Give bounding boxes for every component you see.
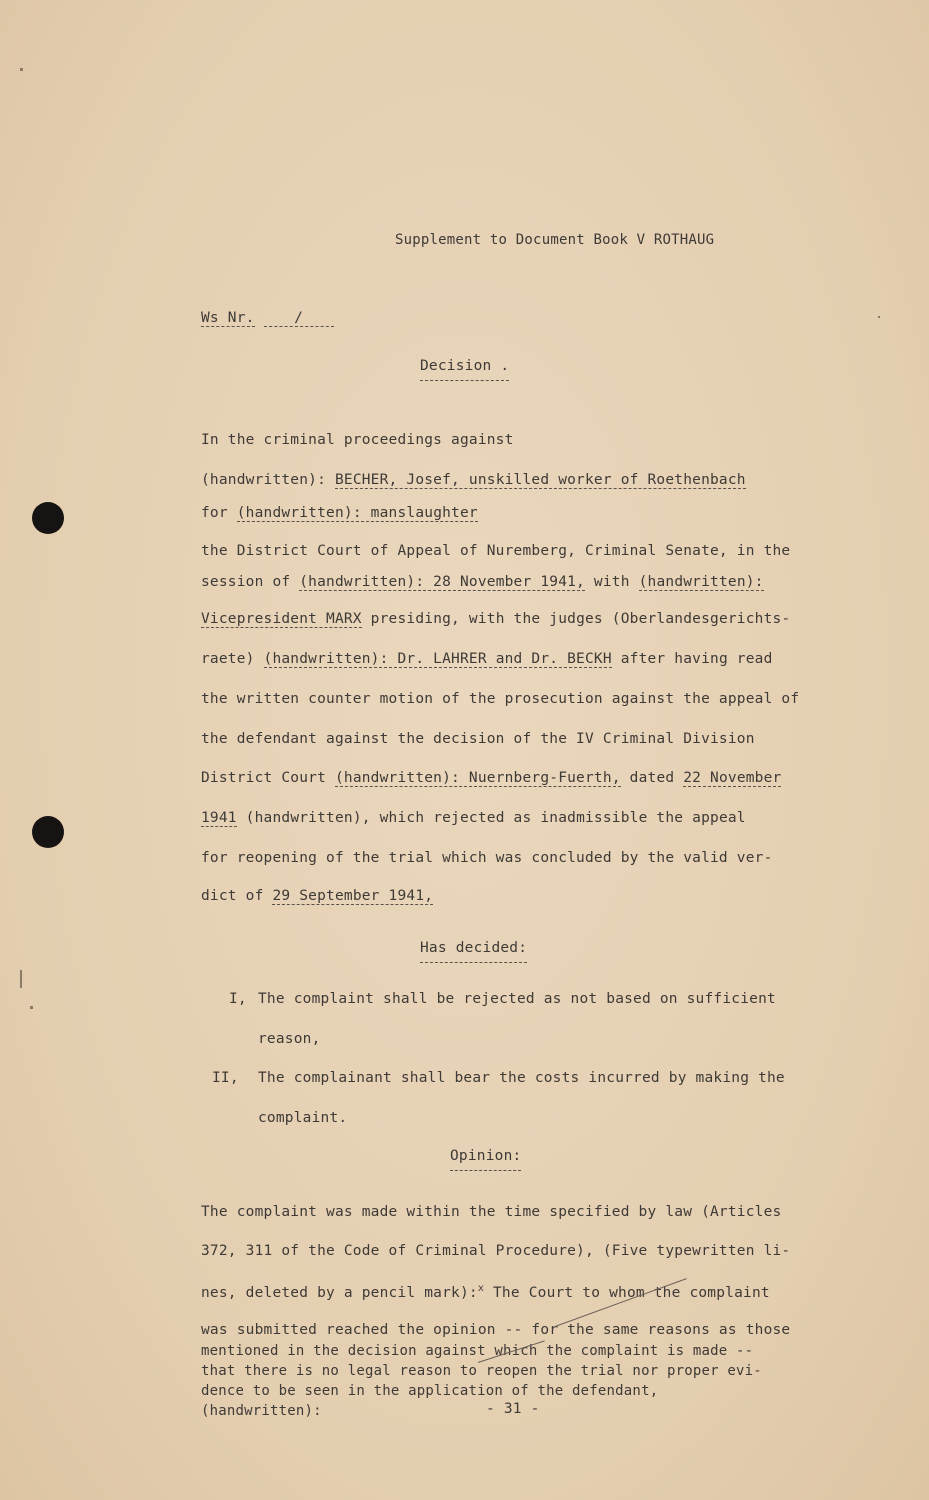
dated-label: dated	[620, 770, 684, 786]
charge: (handwritten): manslaughter	[236, 505, 478, 521]
court-text: The Court to whom the complaint	[484, 1284, 770, 1301]
opinion-line-7: dence to be seen in the application of the defendant,	[201, 1383, 659, 1399]
ws-nr-value: /	[264, 310, 334, 327]
presiding-judge: Vicepresident MARX	[201, 611, 362, 627]
body-line-5: the written counter motion of the prosecution against the appeal of	[201, 691, 800, 707]
punch-hole-top	[32, 502, 64, 534]
after-reading: after having read	[611, 651, 773, 667]
intro-line-2	[201, 472, 746, 488]
decided-item-2-text-1: The complainant shall bear the costs incurred by making the	[258, 1070, 785, 1086]
decision-date: 22 November	[683, 770, 782, 786]
body-line-9: for reopening of the trial which was concluded by the valid ver-	[201, 850, 773, 866]
rejection-text: (handwritten), which rejected as inadmissible the appeal	[236, 810, 746, 826]
body-line-1: the District Court of Appeal of Nuremberg, Criminal Senate, in the	[201, 543, 791, 559]
body-line-6: the defendant against the decision of the IV Criminal Division	[201, 731, 755, 747]
intro-line-3	[201, 505, 478, 521]
page-number: - 31 -	[486, 1401, 540, 1417]
body-line-10	[201, 888, 433, 904]
decision-title-text: Decision .	[420, 358, 509, 381]
opinion-heading	[450, 1148, 521, 1164]
handwritten-marker: (handwritten):	[638, 574, 764, 590]
verdict-label: dict of	[201, 888, 273, 904]
with-label: with	[585, 574, 639, 590]
raete-label: raete)	[201, 651, 264, 667]
session-label: session of	[201, 574, 300, 590]
paper-speck	[30, 1006, 33, 1009]
punch-hole-bottom	[32, 816, 64, 848]
body-line-8	[201, 810, 746, 826]
ws-nr-label: Ws Nr.	[201, 310, 255, 326]
district-court-label: District Court	[201, 770, 335, 786]
judges-names: (handwritten): Dr. LAHRER and Dr. BECKH	[263, 651, 612, 667]
decided-item-2-text-2: complaint.	[258, 1110, 348, 1126]
body-line-4	[201, 651, 773, 667]
decided-heading-text: Has decided:	[420, 940, 527, 963]
decided-item-1-text-2: reason,	[258, 1031, 321, 1047]
paper-speck	[20, 68, 23, 71]
body-line-2	[201, 574, 764, 590]
body-line-3	[201, 611, 790, 627]
footnote-mark: x	[477, 1283, 485, 1294]
for-label: for	[201, 505, 237, 521]
paper-speck	[20, 970, 22, 988]
decided-item-1-text-1: The complaint shall be rejected as not based on sufficient	[258, 991, 776, 1007]
intro-line-1: In the criminal proceedings against	[201, 432, 514, 448]
opinion-line-4: was submitted reached the opinion -- for the same reasons as those	[201, 1322, 791, 1338]
decision-title	[420, 358, 509, 374]
handwritten-marker: (handwritten):	[201, 472, 335, 488]
opinion-heading-text: Opinion:	[450, 1148, 521, 1171]
opinion-line-2: 372, 311 of the Code of Criminal Procedure), (Five typewritten li-	[201, 1243, 791, 1259]
paper-speck	[878, 316, 880, 318]
opinion-line-6: that there is no legal reason to reopen the trial nor proper evi-	[201, 1363, 762, 1379]
opinion-line-5: mentioned in the decision against which the complaint is made --	[201, 1343, 754, 1359]
defendant-name: BECHER, Josef, unskilled worker of Roethenbach	[334, 472, 746, 488]
ws-nr	[201, 310, 334, 327]
opinion-line-8: (handwritten):	[201, 1403, 322, 1419]
decided-item-2-number: II,	[212, 1070, 239, 1086]
opinion-line-1: The complaint was made within the time specified by law (Articles	[201, 1204, 782, 1220]
verdict-date: 29 September 1941,	[272, 888, 434, 904]
deleted-lines-note: nes, deleted by a pencil mark):	[201, 1284, 478, 1301]
opinion-line-3	[201, 1283, 770, 1301]
judges-label: presiding, with the judges (Oberlandesgerichts-	[361, 611, 791, 627]
decided-heading	[420, 940, 527, 956]
court-location: (handwritten): Nuernberg-Fuerth,	[334, 770, 621, 786]
body-line-7	[201, 770, 781, 786]
decision-year: 1941	[201, 810, 237, 826]
session-date: (handwritten): 28 November 1941,	[299, 574, 585, 590]
decided-item-1-number: I,	[229, 991, 247, 1007]
supplement-header: Supplement to Document Book V ROTHAUG	[395, 232, 715, 248]
